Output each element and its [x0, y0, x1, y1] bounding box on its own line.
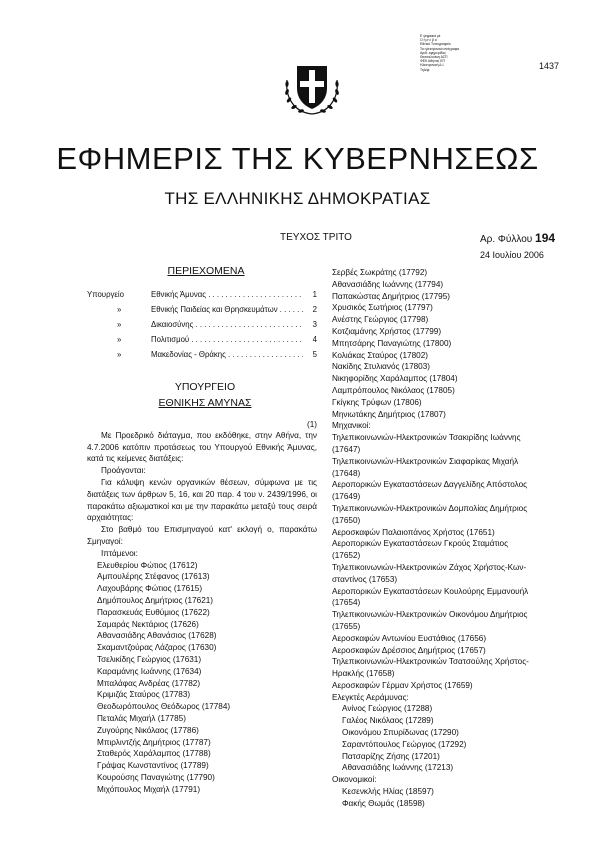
officer-name: Γαλέος Νικόλαος (17289)	[342, 716, 434, 726]
publisher-info-line: Ο ή σ ε β α	[420, 38, 437, 43]
engineer-entry: Τηλεπικοινωνιών-Ηλεκτρονικών Ζάχος Χρήστος-Κων-	[332, 562, 527, 572]
toc-page: 3	[312, 320, 317, 330]
engineer-entry-cont: (17652)	[332, 551, 361, 561]
engineer-entry-cont: (17654)	[332, 598, 361, 608]
gazette-title: ΕΦΗΜΕΡΙΣ ΤΗΣ ΚΥΒΕΡΝΗΣΕΩΣ	[56, 141, 539, 176]
officer-name: Σαμαράς Νεκτάριος (17626)	[97, 619, 199, 629]
toc-ditto-mark: »	[117, 350, 122, 360]
ministry-heading	[87, 379, 317, 411]
officer-name: Σκαμαντζούρας Λάζαρος (17630)	[97, 643, 217, 653]
officer-name: Νακίδης Στυλιανός (17803)	[332, 362, 431, 372]
officer-name: Λαχουβάρης Φώτιος (17615)	[97, 584, 203, 594]
toc-ministry: Υπουργείο	[87, 290, 124, 300]
officer-name: Γκίγκης Τρύφων (17806)	[332, 397, 422, 407]
engineer-entry-cont: (17649)	[332, 492, 361, 502]
officer-name: Ανίνος Γεώργιος (17288)	[342, 704, 433, 714]
officer-name: Αθανασιάδης Ιωάννης (17794)	[332, 279, 444, 289]
publisher-info-line: Τα ηλεκτρονικά αντίγραφα	[420, 46, 460, 51]
ministry-heading-line1: ΥΠΟΥΡΓΕΙΟ	[174, 380, 236, 393]
toc-entry: Μακεδονίας - Θράκης . . .	[151, 349, 303, 361]
officer-name: Σερβές Σωκράτης (17792)	[332, 268, 428, 277]
toc-page: 4	[312, 335, 317, 345]
right-column	[332, 267, 572, 810]
engineer-entry: Αεροσκαφών Αντωνίου Ευστάθιος (17656)	[332, 633, 487, 643]
officer-name: Ζυγούρης Νικόλαος (17786)	[97, 725, 199, 735]
publisher-info-line: Τηλέφ:	[420, 67, 431, 72]
group-label-pilots: Ιπτάμενοι:	[101, 548, 138, 558]
officer-name: Μπητσάρης Παναγιώτης (17800)	[332, 338, 452, 348]
engineer-entry-cont: (17650)	[332, 515, 361, 525]
toc-row	[87, 288, 317, 303]
officer-list-col1	[87, 560, 317, 796]
officer-name: Μιχόπουλος Μιχαήλ (17791)	[97, 784, 201, 794]
officer-name: Αμπουλέρης Στέφανος (17613)	[97, 572, 210, 582]
issue-number-label: Αρ. Φύλλου	[480, 234, 533, 245]
engineer-entry: Αεροπορικών Εγκαταστάσεων Δαγγελίδης Απόστολος	[332, 480, 528, 490]
left-column	[87, 266, 317, 796]
engineer-entry-cont: (17655)	[332, 621, 361, 631]
group-label-economists: Οικονομικοί:	[332, 775, 377, 785]
officer-name: Παπακώστας Δημήτριος (17795)	[332, 291, 450, 301]
ministry-heading-line2: ΕΘΝΙΚΗΣ ΑΜΥΝΑΣ	[158, 396, 252, 409]
toc-entry: Εθνικής Παιδείας και Θρησκευμάτων . . .	[151, 304, 303, 316]
toc-title: ΠΕΡΙΕΧΟΜΕΝΑ	[167, 265, 245, 277]
toc-entry: Πολιτισμού . . .	[151, 334, 303, 346]
engineer-entry: Τηλεπικοινωνιών-Ηλεκτρονικών Οικονόμου Δημήτριος	[332, 610, 528, 620]
officer-name: Πεταλάς Μιχαήλ (17785)	[97, 713, 186, 723]
toc-entry: Δικαιοσύνης . . .	[151, 319, 303, 331]
group-label-controllers: Ελεγκτές Αεράμυνας:	[332, 692, 409, 702]
promotion-label: Προάγονται:	[101, 466, 146, 476]
decree-paragraph: Για κάλυψη κενών οργανικών θέσεων, σύμφωνα με τις διατάξεις των άρθρων 5, 16, και 20 παρ. 4 του ν. 2439/1996, οι παρακάτω αξιωματικοί και με την παρακάτω μεταξύ τους σειρά αρχαιότητας:	[87, 477, 317, 523]
officer-name: Σταθερός Χαράλαμπος (17788)	[97, 749, 211, 759]
officer-name: Κεσενκλής Ηλίας (18597)	[342, 787, 434, 797]
engineer-entry: Αεροσκαφών Δρέσσιος Δημήτριος (17657)	[332, 645, 486, 655]
officer-name: Μπαλάφας Ανδρέας (17782)	[97, 678, 201, 688]
toc-ditto-mark: »	[117, 320, 122, 330]
engineer-entry: Τηλεπικοινωνιών-Ηλεκτρονικών Τσακιρίδης Ιωάννης	[332, 433, 521, 443]
publisher-info-line: Ε ψηφιακά μέ	[420, 34, 441, 38]
issue-number-value: 194	[535, 231, 556, 245]
toc-page: 5	[312, 350, 317, 360]
economist-list	[332, 786, 572, 810]
engineer-entry: Αεροσκαφών Παλαιοπάνος Χρήστος (17651)	[332, 527, 495, 537]
engineer-entry: Αεροπορικών Εγκαταστάσεων Γκρούς Σταμάτιος	[332, 539, 509, 549]
officer-name: Κοτζιαμάνης Χρήστος (17799)	[332, 326, 442, 336]
controller-list	[332, 703, 572, 774]
engineer-list	[332, 432, 572, 692]
toc-ditto-mark: »	[117, 305, 122, 315]
engineer-entry-cont: σταντίνος (17653)	[332, 574, 398, 584]
page-number: 1437	[539, 61, 560, 71]
group-label-engineers: Μηχανικοί:	[332, 421, 371, 431]
officer-name: Δημόπουλος Δημήτριος (17621)	[97, 595, 214, 605]
officer-name: Αθανασιάδης Ιωάννης (17213)	[342, 763, 454, 773]
officer-name: Νικηφορίδης Χαράλαμπος (17804)	[332, 374, 458, 384]
engineer-entry: Αεροσκαφών Γέρμαν Χρήστος (17659)	[332, 680, 473, 690]
officer-name: Κριμιζάς Σταύρος (17783)	[97, 690, 191, 700]
publisher-info-line: Ηλεκτρονική Δ.Ι.	[420, 63, 445, 68]
engineer-entry-cont: Ηρακλής (17658)	[332, 669, 395, 679]
officer-name: Χρυσικός Σωτήριος (17797)	[332, 303, 433, 313]
officer-name: Πατσαρίζης Ζήσης (17201)	[342, 751, 440, 761]
toc-row	[87, 348, 317, 363]
issue-series: ΤΕΥΧΟΣ ΤΡΙΤΟ	[280, 232, 352, 243]
officer-name: Παρασκευάς Ευθύμιος (17622)	[97, 607, 210, 617]
engineer-entry: Τηλεπικοινωνιών-Ηλεκτρονικών Τσατσούλης Χρήστος-	[332, 657, 529, 667]
officer-name: Μπιρλιντζής Δημήτριος (17787)	[97, 737, 211, 747]
issue-date: 24 Ιουλίου 2006	[480, 250, 544, 260]
officer-name: Κουρούσης Παναγιώτης (17790)	[97, 772, 215, 782]
engineer-entry: Τηλεπικοινωνιών-Ηλεκτρονικών Δομπολίας Δημήτριος	[332, 503, 528, 513]
toc-entry: Εθνικής Άμυνας . . .	[151, 289, 303, 301]
officer-name: Θεοδωρόπουλος Θεόδωρος (17784)	[97, 702, 231, 712]
decision-number: (1)	[306, 419, 317, 429]
officer-name: Αθανασιάδης Αθανάσιος (17628)	[97, 631, 217, 641]
issue-number	[480, 231, 555, 245]
officer-name: Λαμπρόπουλος Νικόλαος (17805)	[332, 385, 455, 395]
publisher-info-line: Αριθ. εφημερίδας	[420, 50, 446, 55]
officer-name: Καραμάνης Ιωάννης (17634)	[97, 666, 202, 676]
toc-page: 2	[312, 305, 317, 315]
toc-row	[87, 333, 317, 348]
officer-name: Ελευθερίου Φώτιος (17612)	[97, 560, 198, 570]
toc-ditto-mark: »	[117, 335, 122, 345]
officer-name: Τσελικίδης Γεώργιος (17631)	[97, 654, 202, 664]
publisher-info-line: Θεσσαλονίκη ΑΣΠ	[420, 55, 448, 60]
publisher-info-line: ΦΕΚ Αθήνας ΕΠ	[420, 59, 445, 64]
decree-intro: Με Προεδρικό διάταγμα, που εκδόθηκε, στην Αθήνα, την 4.7.2006 κατόπιν προτάσεως του Υπουργού Εθνικής Άμυνας, κατά τις κείμενες διατάξεις:	[87, 430, 317, 464]
engineer-entry: Τηλεπικοινωνιών-Ηλεκτρονικών Σιαφαρίκας Μιχαήλ	[332, 456, 519, 466]
officer-name: Μηνιωτάκης Δημήτριος (17807)	[332, 409, 446, 419]
gazette-subtitle: ΤΗΣ ΕΛΛΗΝΙΚΗΣ ΔΗΜΟΚΡΑΤΙΑΣ	[164, 189, 431, 208]
toc-page: 1	[312, 290, 317, 300]
officer-name: Σαραντόπουλος Γεώργιος (17292)	[342, 739, 467, 749]
engineer-entry: Αεροπορικών Εγκαταστάσεων Κουλούρης Εμμανουήλ	[332, 586, 529, 596]
publisher-info-block	[420, 34, 482, 72]
toc-row	[87, 318, 317, 333]
engineer-entry-cont: (17648)	[332, 468, 361, 478]
publisher-info-line: Εθνικό Τυπογραφείο	[420, 42, 451, 47]
officer-name: Οικονόμου Σπυρίδωνας (17290)	[342, 728, 459, 738]
rank-line: Στο βαθμό του Επισμηναγού κατ' εκλογή ο, παρακάτω Σμηναγοί:	[87, 525, 317, 546]
engineer-entry-cont: (17647)	[332, 444, 361, 454]
officer-name: Ανέστης Γεώργιος (17798)	[332, 315, 429, 325]
officer-list-col2	[332, 267, 572, 420]
officer-name: Γράψας Κωνσταντίνος (17789)	[97, 761, 209, 771]
greek-coat-of-arms-icon	[279, 54, 345, 120]
officer-name: Κολιάκας Σταύρος (17802)	[332, 350, 429, 360]
toc-row	[87, 303, 317, 318]
officer-name: Φακής Θωμάς (18598)	[342, 798, 425, 808]
